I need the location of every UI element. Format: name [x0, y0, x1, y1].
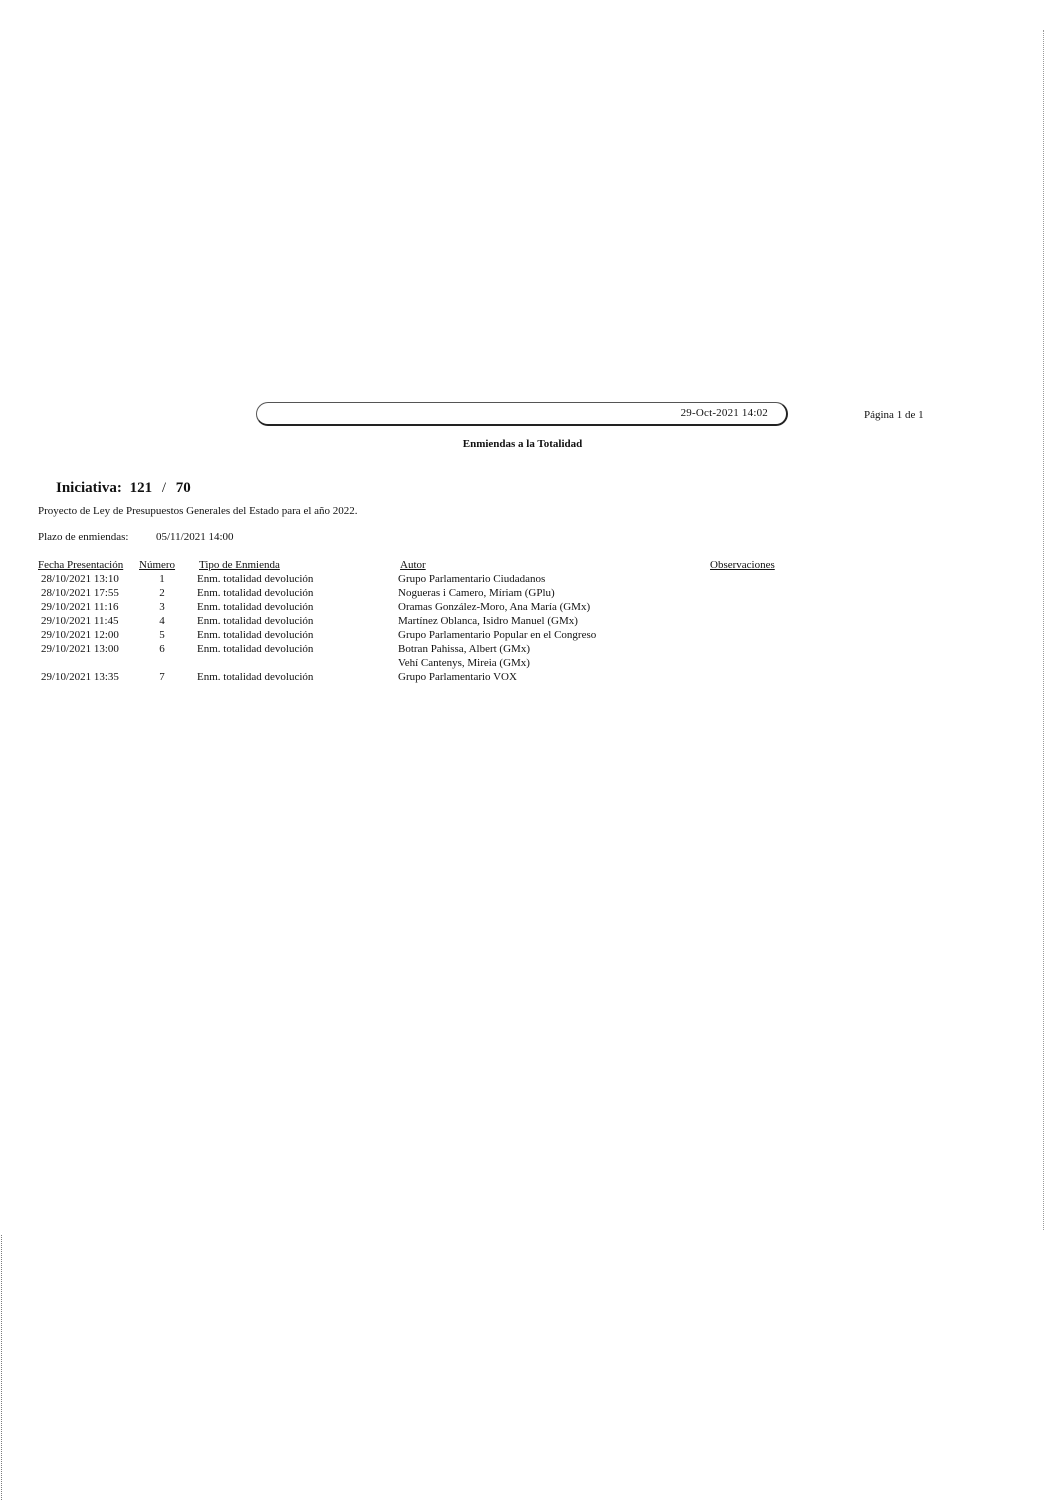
cell-author: Martínez Oblanca, Isidro Manuel (GMx) [398, 615, 578, 627]
cell-number: 4 [159, 615, 165, 627]
cell-number: 7 [159, 671, 165, 683]
cell-type: Enm. totalidad devolución [197, 615, 314, 627]
cell-date: 29/10/2021 13:00 [41, 643, 119, 655]
cell-author: Botran Pahissa, Albert (GMx) [398, 643, 530, 655]
cell-date: 29/10/2021 11:16 [41, 601, 119, 613]
cell-date: 29/10/2021 12:00 [41, 629, 119, 641]
column-header-observations: Observaciones [710, 559, 775, 571]
deadline-value: 05/11/2021 14:00 [156, 531, 234, 543]
cell-date: 28/10/2021 17:55 [41, 587, 119, 599]
cell-number: 5 [159, 629, 165, 641]
cell-author: Oramas González-Moro, Ana María (GMx) [398, 601, 591, 613]
cell-number: 1 [159, 573, 165, 585]
cell-date: 29/10/2021 13:35 [41, 671, 119, 683]
cell-author: Nogueras i Camero, Míriam (GPlu) [398, 587, 555, 599]
cell-type: Enm. totalidad devolución [197, 629, 314, 641]
cell-author: Grupo Parlamentario Popular en el Congreso [398, 629, 597, 641]
cell-type: Enm. totalidad devolución [197, 643, 314, 655]
cell-author: Grupo Parlamentario VOX [398, 671, 517, 683]
report-title: Enmiendas a la Totalidad [462, 438, 583, 450]
initiative-number-b: 70 [175, 480, 191, 496]
initiative-number-a: 121 [129, 480, 153, 496]
initiative-label: Iniciativa: [56, 480, 122, 496]
cell-author-secondary: Vehí Cantenys, Mireia (GMx) [398, 657, 530, 669]
cell-number: 6 [159, 643, 165, 655]
cell-type: Enm. totalidad devolución [197, 671, 314, 683]
column-header-number: Número [139, 559, 176, 571]
cell-date: 28/10/2021 13:10 [41, 573, 119, 585]
initiative-separator: / [161, 480, 167, 496]
deadline-label: Plazo de enmiendas: [38, 531, 129, 543]
column-header-type: Tipo de Enmienda [199, 559, 280, 571]
page-number: Página 1 de 1 [864, 409, 924, 421]
initiative-heading [56, 480, 191, 497]
deadline [38, 531, 234, 543]
cell-date: 29/10/2021 11:45 [41, 615, 119, 627]
header-box [256, 402, 788, 426]
cell-author: Grupo Parlamentario Ciudadanos [398, 573, 546, 585]
cell-type: Enm. totalidad devolución [197, 573, 314, 585]
column-header-author: Autor [400, 559, 426, 571]
project-title: Proyecto de Ley de Presupuestos Generales del Estado para el año 2022. [38, 505, 358, 517]
cell-type: Enm. totalidad devolución [197, 587, 314, 599]
scan-edge-right [1043, 30, 1044, 1230]
cell-number: 3 [159, 601, 165, 613]
header-datetime: 29-Oct-2021 14:02 [680, 407, 768, 419]
scan-edge-left [1, 1235, 2, 1500]
column-header-date: Fecha Presentación [38, 559, 124, 571]
cell-type: Enm. totalidad devolución [197, 601, 314, 613]
cell-number: 2 [159, 587, 165, 599]
